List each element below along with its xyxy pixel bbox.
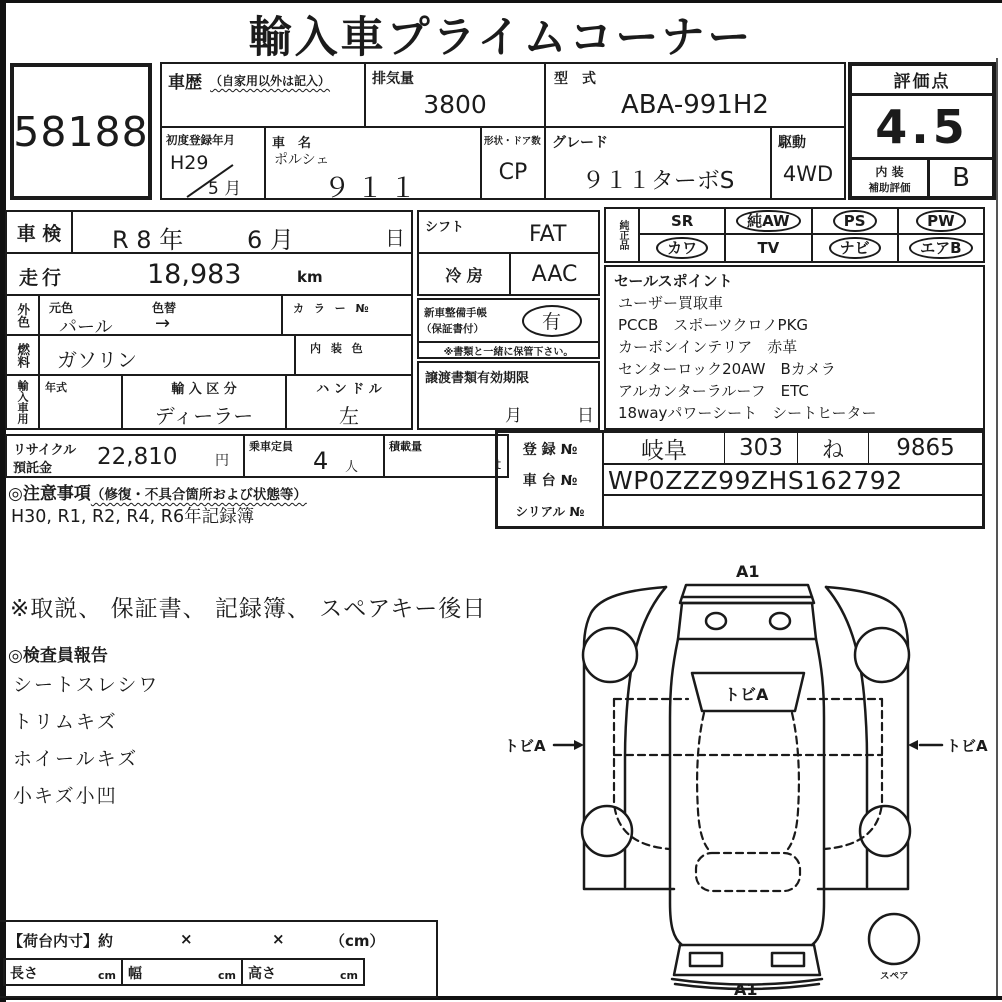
handle-value: 左 <box>339 404 359 428</box>
car-body <box>670 639 682 945</box>
diagram-label-right: トビA <box>946 737 988 755</box>
capacity-label: 乗車定員 <box>249 440 293 453</box>
shaken-year: R 8 年 <box>112 226 184 254</box>
import-section-label: 輸入車用 <box>16 380 29 424</box>
diagram-label-a1-top: A1 <box>736 562 760 581</box>
reg-no-label: 登 録 № <box>522 442 578 458</box>
maintenance-book-value: 有 <box>522 305 582 337</box>
field-shaken <box>5 210 413 254</box>
field-exterior-color <box>5 294 283 336</box>
interior-color-label: 内 装 色 <box>310 342 366 355</box>
recycle-label-1: リサイクル <box>13 443 77 458</box>
field-car-name <box>264 126 482 204</box>
reg-class: 303 <box>739 435 783 461</box>
reg-region: 岐阜 <box>641 437 687 464</box>
grade-value: ９１１ターボS <box>581 168 735 194</box>
import-year-label: 年式 <box>45 381 67 394</box>
serial-no-label: シリアル № <box>515 503 585 519</box>
diagram-label-left: トビA <box>504 737 546 755</box>
cargo-length-unit: cm <box>98 969 116 982</box>
fuel-section-label: 燃料 <box>15 342 31 368</box>
option-pw: PW <box>897 209 983 233</box>
maintenance-book-label-2: （保証書付） <box>421 323 484 335</box>
first-reg-month: 5 月 <box>208 179 242 199</box>
option-ps: PS <box>811 209 897 233</box>
lot-number-box <box>10 63 152 200</box>
sales-point-line: センターロック20AW Bカメラ <box>618 360 836 378</box>
recycle-label-2: 預託金 <box>13 461 53 476</box>
spare-tire <box>869 914 919 964</box>
shaken-month: 6 月 <box>247 226 294 254</box>
exterior-section-label: 外色 <box>15 302 31 328</box>
option-kawa: カワ <box>640 235 724 261</box>
option-tv: TV <box>724 235 810 261</box>
interior-grade: B <box>952 163 970 193</box>
wheel-front-right <box>855 628 909 682</box>
interior-rating-label-cell <box>852 160 930 196</box>
page-title: 輸入車プライムコーナー <box>248 13 754 63</box>
inspector-item: 小キズ小凹 <box>13 785 118 807</box>
shift-value: FAT <box>529 222 567 247</box>
field-drivetrain <box>770 126 846 200</box>
options-grid <box>604 207 985 263</box>
rear-bumper <box>674 945 820 975</box>
notes-title: ◎注意事項 <box>8 484 91 504</box>
mileage-value: 18,983 <box>147 259 242 290</box>
field-displacement <box>364 62 546 128</box>
displacement-label: 排気量 <box>372 71 414 87</box>
cargo-length-label: 長さ <box>10 966 38 982</box>
serial-no-row <box>604 496 982 526</box>
maintenance-book-label-1: 新車整備手帳 <box>424 307 487 319</box>
interior-label-2: 補助評価 <box>868 182 911 194</box>
sales-point-line: カーボンインテリア 赤革 <box>618 338 798 356</box>
cargo-height-label: 高さ <box>248 966 276 982</box>
field-maintenance-book <box>417 298 600 359</box>
interior-rating-value-cell <box>930 160 992 196</box>
hood <box>678 603 816 639</box>
cargo-width-unit: cm <box>218 969 236 982</box>
load-unit: t <box>495 458 501 473</box>
field-ac <box>417 252 600 296</box>
diagram-label-a1-bottom: A1 <box>734 980 758 998</box>
chassis-value: WP0ZZZ99ZHS162792 <box>608 466 903 495</box>
grade-label: グレード <box>552 135 608 151</box>
field-model-code <box>544 62 846 128</box>
drive-label: 駆動 <box>778 135 806 151</box>
sales-points-title: セールスポイント <box>614 272 733 290</box>
cargo-height-cell <box>241 958 365 986</box>
field-mileage <box>5 252 413 296</box>
ac-value: AAC <box>531 261 578 287</box>
interior-label-1: 内 装 <box>875 165 904 179</box>
notes-line: H30, R1, R2, R4, R6年記録簿 <box>11 507 255 527</box>
reg-number: 9865 <box>896 435 955 461</box>
exterior-color-value: パール <box>59 317 113 338</box>
lot-number: 58188 <box>13 107 149 156</box>
reg-no-row <box>604 433 982 465</box>
inspector-item: ホイールキズ <box>13 748 139 770</box>
inspector-item: シートスレシワ <box>13 674 160 696</box>
cargo-width-label: 幅 <box>128 966 142 982</box>
color-no-label: カ ラ ー № <box>293 302 372 315</box>
left-arrowhead <box>574 740 584 750</box>
right-arrowhead <box>908 740 918 750</box>
cargo-unit: （cm） <box>330 932 385 950</box>
import-category-value: ディーラー <box>154 404 254 428</box>
transfer-month: 月 <box>505 406 522 426</box>
shaken-label: 車 検 <box>16 222 62 245</box>
transfer-label: 譲渡書類有効期限 <box>425 371 530 386</box>
car-maker: ポルシェ <box>274 152 330 168</box>
handle-label: ハ ン ド ル <box>316 382 382 397</box>
import-category-label: 輸 入 区 分 <box>171 382 237 397</box>
option-navi: ナビ <box>811 235 897 261</box>
recycle-unit: 円 <box>215 453 229 469</box>
rating-score-area <box>852 96 992 160</box>
reg-kana: ね <box>821 437 844 463</box>
cargo-height-unit: cm <box>340 969 358 982</box>
field-fuel <box>5 334 296 376</box>
field-body-shape <box>480 126 546 200</box>
registration-box <box>495 430 985 529</box>
diagram-label-windshield: トビA <box>724 685 769 704</box>
option-airbag: エアB <box>897 235 983 261</box>
option-jun-aw: 純AW <box>724 209 810 233</box>
page-border-left <box>0 0 6 1002</box>
car-name-label: 車 名 <box>272 136 312 151</box>
inspector-item: トリムキズ <box>13 711 118 733</box>
field-grade <box>544 126 772 200</box>
shaken-day: 日 <box>385 226 405 250</box>
diagram-label-spare: スペア <box>880 971 909 982</box>
wheel-rear-right <box>860 806 910 856</box>
shift-label: シフト <box>425 220 465 235</box>
field-transfer-docs <box>417 361 600 430</box>
drive-value: 4WD <box>782 162 834 186</box>
sales-point-line: ユーザー買取車 <box>618 294 724 312</box>
load-label: 積載量 <box>389 440 422 453</box>
sales-points-box <box>604 265 985 430</box>
cargo-length-cell <box>3 958 123 986</box>
mileage-label: 走行 <box>19 267 66 289</box>
front-bumper <box>680 585 814 603</box>
cargo-width-cell <box>121 958 243 986</box>
exterior-color-arrow: → <box>155 313 171 334</box>
notes-extra: ※取説、 保証書、 記録簿、 スペアキー後日 <box>10 596 487 622</box>
orig-color-label: 元色 <box>49 301 74 315</box>
chassis-no-label: 車 台 № <box>522 473 578 489</box>
history-note: （自家用以外は記入） <box>210 74 331 88</box>
history-label: 車歴 <box>168 73 202 93</box>
recycle-row <box>5 434 509 478</box>
field-color-no <box>281 294 413 336</box>
field-import <box>5 374 413 430</box>
option-sr: SR <box>670 211 694 230</box>
rating-box <box>848 62 996 200</box>
notes-title-note: （修復・不具合箇所および状態等） <box>90 487 307 503</box>
cargo-x2: × <box>272 930 285 948</box>
capacity-value: 4 <box>313 447 329 475</box>
field-shift <box>417 210 600 254</box>
rating-header <box>852 66 992 96</box>
inspector-title: ◎検査員報告 <box>8 646 108 666</box>
cargo-x1: × <box>180 930 193 948</box>
field-history <box>160 62 366 128</box>
options-label: 純正品 <box>617 220 628 250</box>
transfer-day: 日 <box>577 406 594 426</box>
shape-label: 形状・ドア数 <box>484 136 541 147</box>
capacity-unit: 人 <box>345 460 359 475</box>
maintenance-note: ※書類と一緒に保管下さい。 <box>443 346 574 358</box>
fuel-value: ガソリン <box>57 348 137 372</box>
sales-point-line: 18wayパワーシート シートヒーター <box>618 404 877 422</box>
model-code-label: 型 式 <box>554 71 596 87</box>
rating-score: 4.5 <box>875 99 969 154</box>
recolor-label: 色替 <box>152 301 177 315</box>
recycle-value: 22,810 <box>97 444 178 470</box>
shape-value: CP <box>498 160 528 185</box>
notes-title-line <box>8 479 307 504</box>
sales-point-line: アルカンターラルーフ ETC <box>618 382 809 400</box>
ac-label: 冷 房 <box>445 265 483 285</box>
field-first-registration <box>160 126 266 200</box>
displacement-value: 3800 <box>423 90 487 119</box>
first-reg-year: H29 <box>170 152 209 174</box>
rating-label: 評価点 <box>893 72 951 92</box>
mileage-unit: km <box>297 268 323 286</box>
car-damage-diagram <box>490 553 1002 998</box>
chassis-no-row <box>604 465 982 496</box>
page-border-top <box>0 0 1002 3</box>
field-interior-color <box>294 334 413 376</box>
first-reg-label: 初度登録年月 <box>166 133 235 147</box>
model-code-value: ABA-991H2 <box>621 90 769 120</box>
car-model: ９１１ <box>323 173 423 204</box>
cargo-title: 【荷台内寸】約 <box>8 932 114 950</box>
wheel-front-left <box>583 628 637 682</box>
cargo-box <box>0 920 438 998</box>
sales-point-line: PCCB スポーツクロノPKG <box>618 316 809 334</box>
